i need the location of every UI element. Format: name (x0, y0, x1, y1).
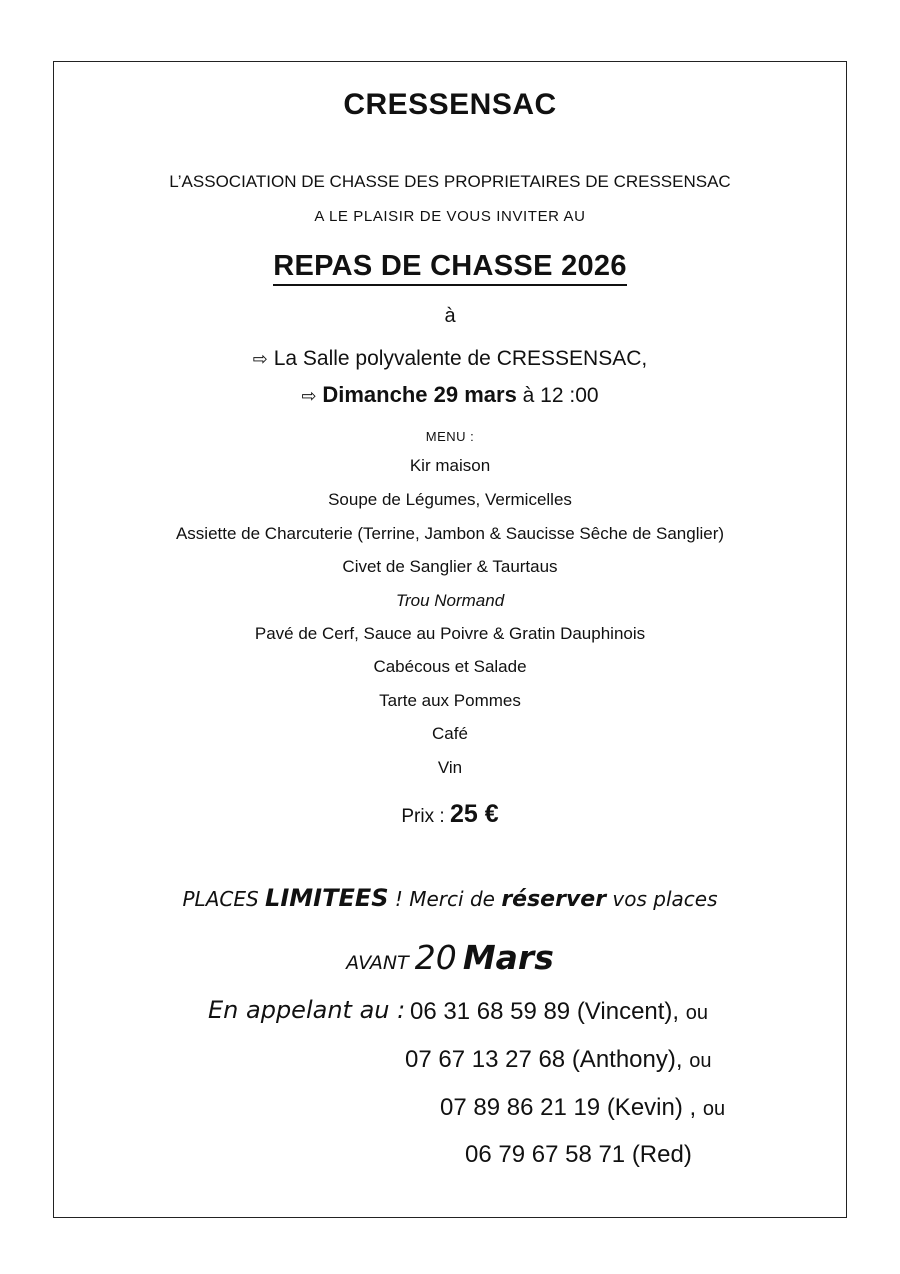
phone-number[interactable]: 07 67 13 27 68 (Anthony), (405, 1046, 683, 1073)
menu-heading: MENU : (425, 429, 475, 444)
menu-item: Soupe de Légumes, Vermicelles (328, 490, 572, 509)
deadline-day: 20 (414, 938, 457, 977)
phone-number[interactable]: 06 31 68 59 89 (Vincent), (410, 998, 680, 1025)
price-value: 25 € (449, 800, 499, 828)
phone-number[interactable]: 06 79 67 58 71 (Red) (465, 1141, 692, 1168)
arrow-right-icon: ⇨ (301, 386, 317, 406)
event-title: REPAS DE CHASSE 2026 (273, 250, 627, 286)
association-name: L’ASSOCIATION DE CHASSE DES PROPRIETAIRES DE CRESSENSAC (169, 172, 731, 191)
date-day: Dimanche 29 mars (322, 382, 517, 407)
menu-item: Assiette de Charcuterie (Terrine, Jambon & Saucisse Sêche de Sanglier) (175, 524, 725, 543)
menu-item: Café (432, 724, 468, 743)
event-heading (0, 250, 900, 286)
places-text: PLACES (182, 887, 259, 911)
call-label: En appelant au : (208, 996, 406, 1024)
menu-item: Tarte aux Pommes (379, 691, 521, 710)
menu-item: Pavé de Cerf, Sauce au Poivre & Gratin Dauphinois (254, 624, 646, 643)
phone-suffix: ou (685, 1002, 709, 1024)
avant-text: AVANT (346, 952, 409, 974)
menu-item: Kir maison (409, 456, 491, 475)
venue-line (0, 347, 900, 371)
menu-item: Vin (437, 758, 463, 777)
phone-suffix: ou (689, 1050, 712, 1072)
reserver-text: réserver (501, 887, 607, 912)
phone-line (405, 1046, 711, 1074)
places-line (0, 884, 900, 912)
menu-item: Trou Normand (395, 591, 505, 610)
phone-suffix: ou (702, 1098, 726, 1120)
limitees-text: LIMITEES (265, 884, 389, 912)
invitation-text: A LE PLAISIR DE VOUS INVITER AU (314, 208, 586, 225)
deadline-line (0, 938, 900, 977)
venue-text: La Salle polyvalente de CRESSENSAC, (273, 347, 648, 370)
menu-item: Cabécous et Salade (373, 657, 527, 676)
merci-text: ! Merci de (394, 887, 495, 911)
phone-line (410, 998, 708, 1026)
phone-line (440, 1094, 725, 1122)
price-line (0, 800, 900, 829)
preposition: à (444, 305, 456, 327)
price-label: Prix : (401, 806, 445, 827)
page-title: CRESSENSAC (343, 88, 557, 121)
phone-line (465, 1141, 692, 1169)
phone-number[interactable]: 07 89 86 21 19 (Kevin) , (440, 1094, 697, 1121)
menu-item: Civet de Sanglier & Taurtaus (342, 557, 558, 576)
vos-places-text: vos places (612, 887, 718, 911)
arrow-right-icon: ⇨ (252, 349, 268, 369)
date-time: à 12 :00 (522, 384, 599, 407)
date-line (0, 382, 900, 408)
deadline-month: Mars (462, 938, 554, 977)
